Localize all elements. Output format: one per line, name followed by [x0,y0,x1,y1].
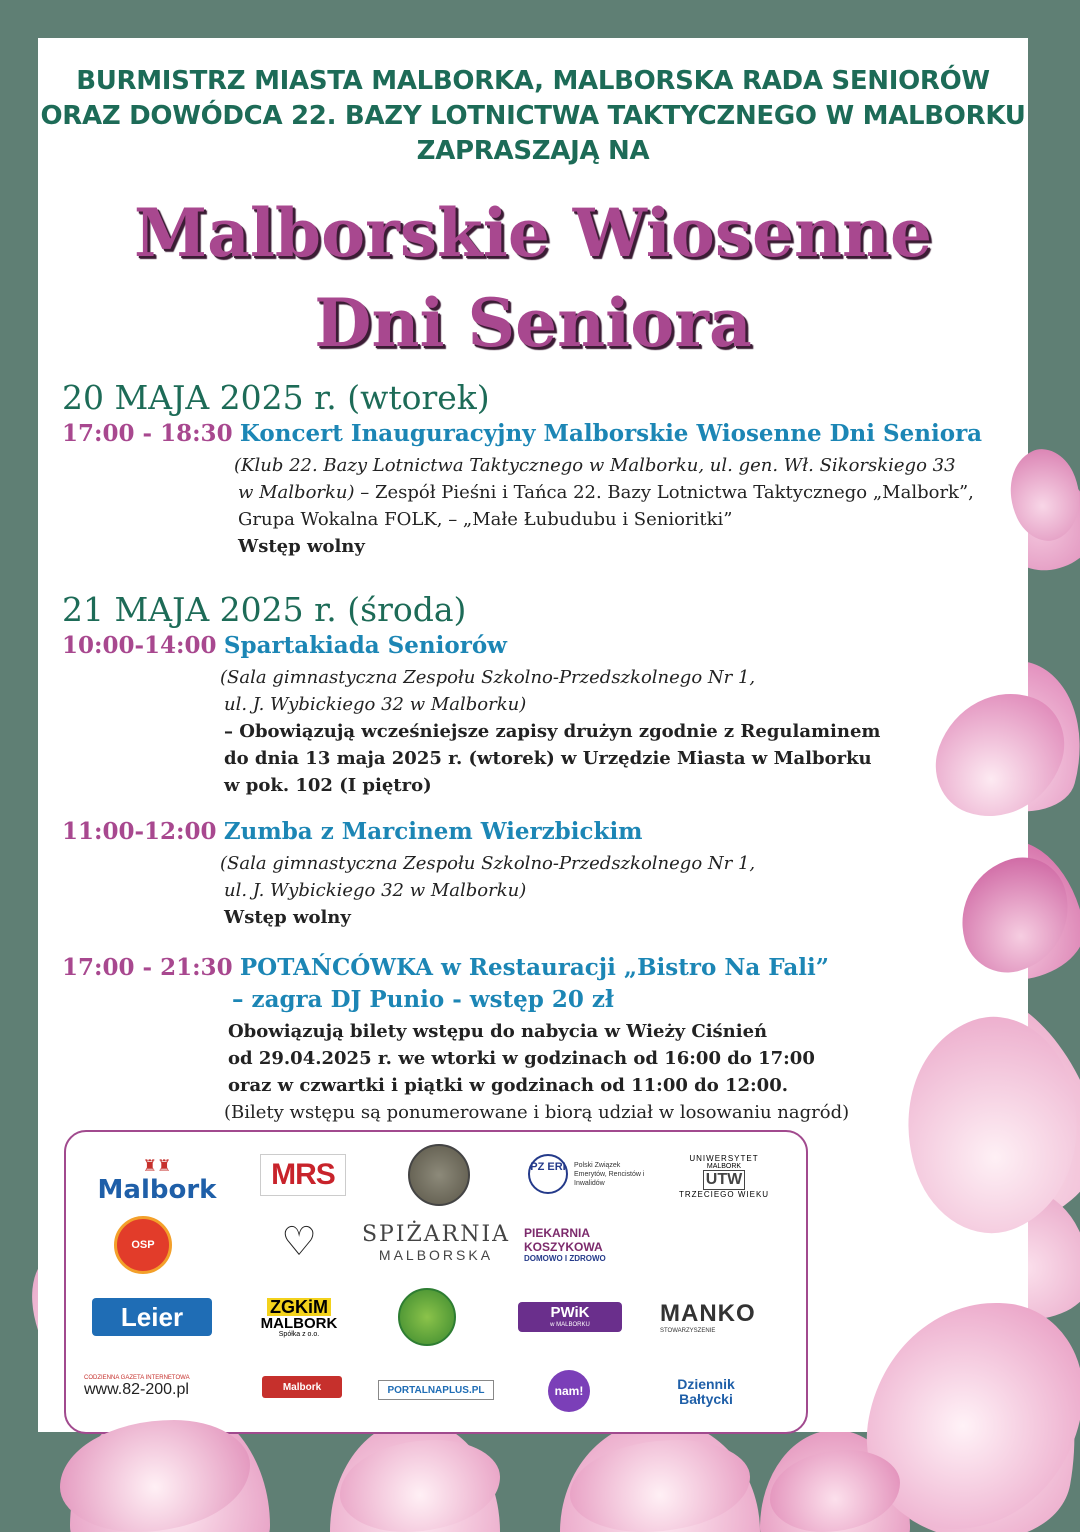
zgkim-city: MALBORK [260,1314,338,1332]
pwik-sub: w MALBORKU [550,1322,590,1328]
day-2-event-1 [62,632,507,659]
manko-sub: STOWARZYSZENIE [660,1328,716,1334]
gazeta-text: CODZIENNA GAZETA INTERNETOWA [84,1375,190,1381]
dziennik-baltycki-logo [666,1374,746,1410]
event-title [38,188,1028,368]
detail-line: (Sala gimnastyczna Zespołu Szkolno-Przedszkolnego Nr 1, [220,667,756,688]
spizarnia-text: SPIŻARNIA [361,1221,511,1247]
detail-line: – Obowiązują wcześniejsze zapisy drużyn zgodnie z Regulaminem [224,721,881,742]
day-1-heading: 20 MAJA 2025 r. (wtorek) [62,378,490,417]
event-name: Koncert Inauguracyjny Malborskie Wiosenne Dni Seniora [239,420,983,447]
utw-top-text: UNIWERSYTET [689,1153,759,1163]
day-2-heading: 21 MAJA 2025 r. (środa) [62,590,467,629]
castle-icon: ♜♜ [142,1158,172,1175]
utw-logo [676,1140,772,1212]
dziennik-text-1: Dziennik [677,1376,735,1392]
utw-city-text: MALBORK [706,1162,742,1170]
spizarnia-sub: MALBORSKA [378,1246,494,1263]
header-line-1: BURMISTRZ MIASTA MALBORKA, MALBORSKA RADA SENIORÓW [76,66,990,96]
event-subtitle: – zagra DJ Punio - wstęp 20 zł [232,986,614,1013]
piekarnia-logo [524,1220,648,1268]
portal-text: PORTALNAPLUS.PL [387,1384,485,1396]
zgkim-logo [254,1296,344,1340]
nam-logo [548,1370,590,1412]
osp-logo-text: OSP [131,1239,155,1251]
gazeta-url: www.82-200.pl [84,1381,189,1398]
detail-line: (Bilety wstępu są ponumerowane i biorą udział w losowaniu nagród) [224,1102,850,1123]
day-2-event-1-details [220,664,880,799]
manko-text: MANKO [660,1300,756,1327]
spizarnia-logo [361,1214,511,1270]
header-line-3: ZAPRASZAJĄ NA [416,136,650,166]
air-base-emblem-icon [408,1144,470,1206]
day-2-event-2-details [220,850,755,931]
pzeri-logo [528,1152,656,1196]
event-name: Spartakiada Seniorów [223,632,507,659]
day-2-event-3 [62,954,829,981]
title-line-2: Dni Seniora [314,284,752,362]
detail-line: – Zespół Pieśni i Tańca 22. Bazy Lotnictwa Taktycznego „Malbork”, [354,482,974,503]
manko-logo [660,1300,776,1336]
gazeta-logo [84,1372,208,1402]
utw-bottom-text: TRZECIEGO WIEKU [678,1189,770,1199]
detail-line: od 29.04.2025 r. we wtorki w godzinach od 16:00 do 17:00 [228,1048,815,1069]
organizers-header [38,64,1028,169]
piekarnia-sub: DOMOWO I ZDROWO [524,1253,606,1263]
leier-text: Leier [120,1301,184,1332]
detail-line: (Klub 22. Bazy Lotnictwa Taktycznego w Malborku, ul. gen. Wł. Sikorskiego 33 [234,455,956,476]
entry-info: Wstęp wolny [224,907,351,928]
event-time: 10:00-14:00 [62,632,217,659]
entry-info: Wstęp wolny [238,536,365,557]
pzeri-text: Polski Związek Emerytów, Rencistów i Inwalidów [574,1161,645,1187]
dziennik-text-2: Bałtycki [679,1391,733,1407]
piekarnia-text: PIEKARNIA [524,1225,591,1240]
hunting-club-emblem-icon [398,1288,456,1346]
event-time: 11:00-12:00 [62,818,217,845]
day-2-event-3-subtitle [232,986,614,1013]
koszykowa-text: KOSZYKOWA [524,1239,603,1254]
day-2-event-2 [62,818,643,845]
detail-line: do dnia 13 maja 2025 r. (wtorek) w Urzędzie Miasta w Malborku [224,748,872,769]
leier-logo [92,1298,212,1336]
mrs-logo [260,1154,346,1196]
zgkim-sub: Spółka z o.o. [278,1330,320,1338]
detail-line: w Malborku) [238,482,355,503]
utw-mid-text: UTW [703,1170,745,1190]
detail-line: ul. J. Wybickiego 32 w Malborku) [224,694,527,715]
mrs-logo-text: MRS [271,1158,335,1191]
pwik-logo [518,1302,622,1332]
malbork-logo-text: Malbork [97,1175,217,1205]
poster-page [38,38,1028,1432]
detail-line: (Sala gimnastyczna Zespołu Szkolno-Przedszkolnego Nr 1, [220,853,756,874]
day-1-event-1-details [234,452,974,560]
day-1-event-1 [62,420,982,447]
malbork-logo [97,1152,217,1212]
pwik-text: PWiK [550,1304,590,1321]
event-name: Zumba z Marcinem Wierzbickim [223,818,643,845]
nam-text: nam! [554,1384,584,1398]
radio-text: Malbork [282,1381,322,1393]
event-time: 17:00 - 18:30 [62,420,233,447]
detail-line: oraz w czwartki i piątki w godzinach od 11:00 do 12:00. [228,1075,788,1096]
pzeri-badge: PZ ERI [528,1154,568,1194]
detail-line: Obowiązują bilety wstępu do nabycia w Wieży Ciśnień [228,1021,768,1042]
day-2-event-3-details [224,1018,850,1126]
penguins-icon: ♡ [281,1220,317,1264]
zgkim-text: ZGKiM [267,1298,331,1316]
portal-logo [378,1380,494,1400]
header-line-2: ORAZ DOWÓDCA 22. BAZY LOTNICTWA TAKTYCZNEGO W MALBORKU [40,101,1026,131]
title-line-1: Malborskie Wiosenne [134,194,932,272]
osp-logo [114,1216,172,1274]
event-time: 17:00 - 21:30 [62,954,233,981]
radio-malbork-logo [262,1376,342,1398]
detail-line: ul. J. Wybickiego 32 w Malborku) [224,880,527,901]
detail-line: w pok. 102 (I piętro) [224,775,432,796]
detail-line: Grupa Wokalna FOLK, – „Małe Łubudubu i Senioritki” [238,509,733,530]
sponsors-box [64,1130,808,1434]
event-name: POTAŃCÓWKA w Restauracji „Bistro Na Fali” [239,954,829,981]
